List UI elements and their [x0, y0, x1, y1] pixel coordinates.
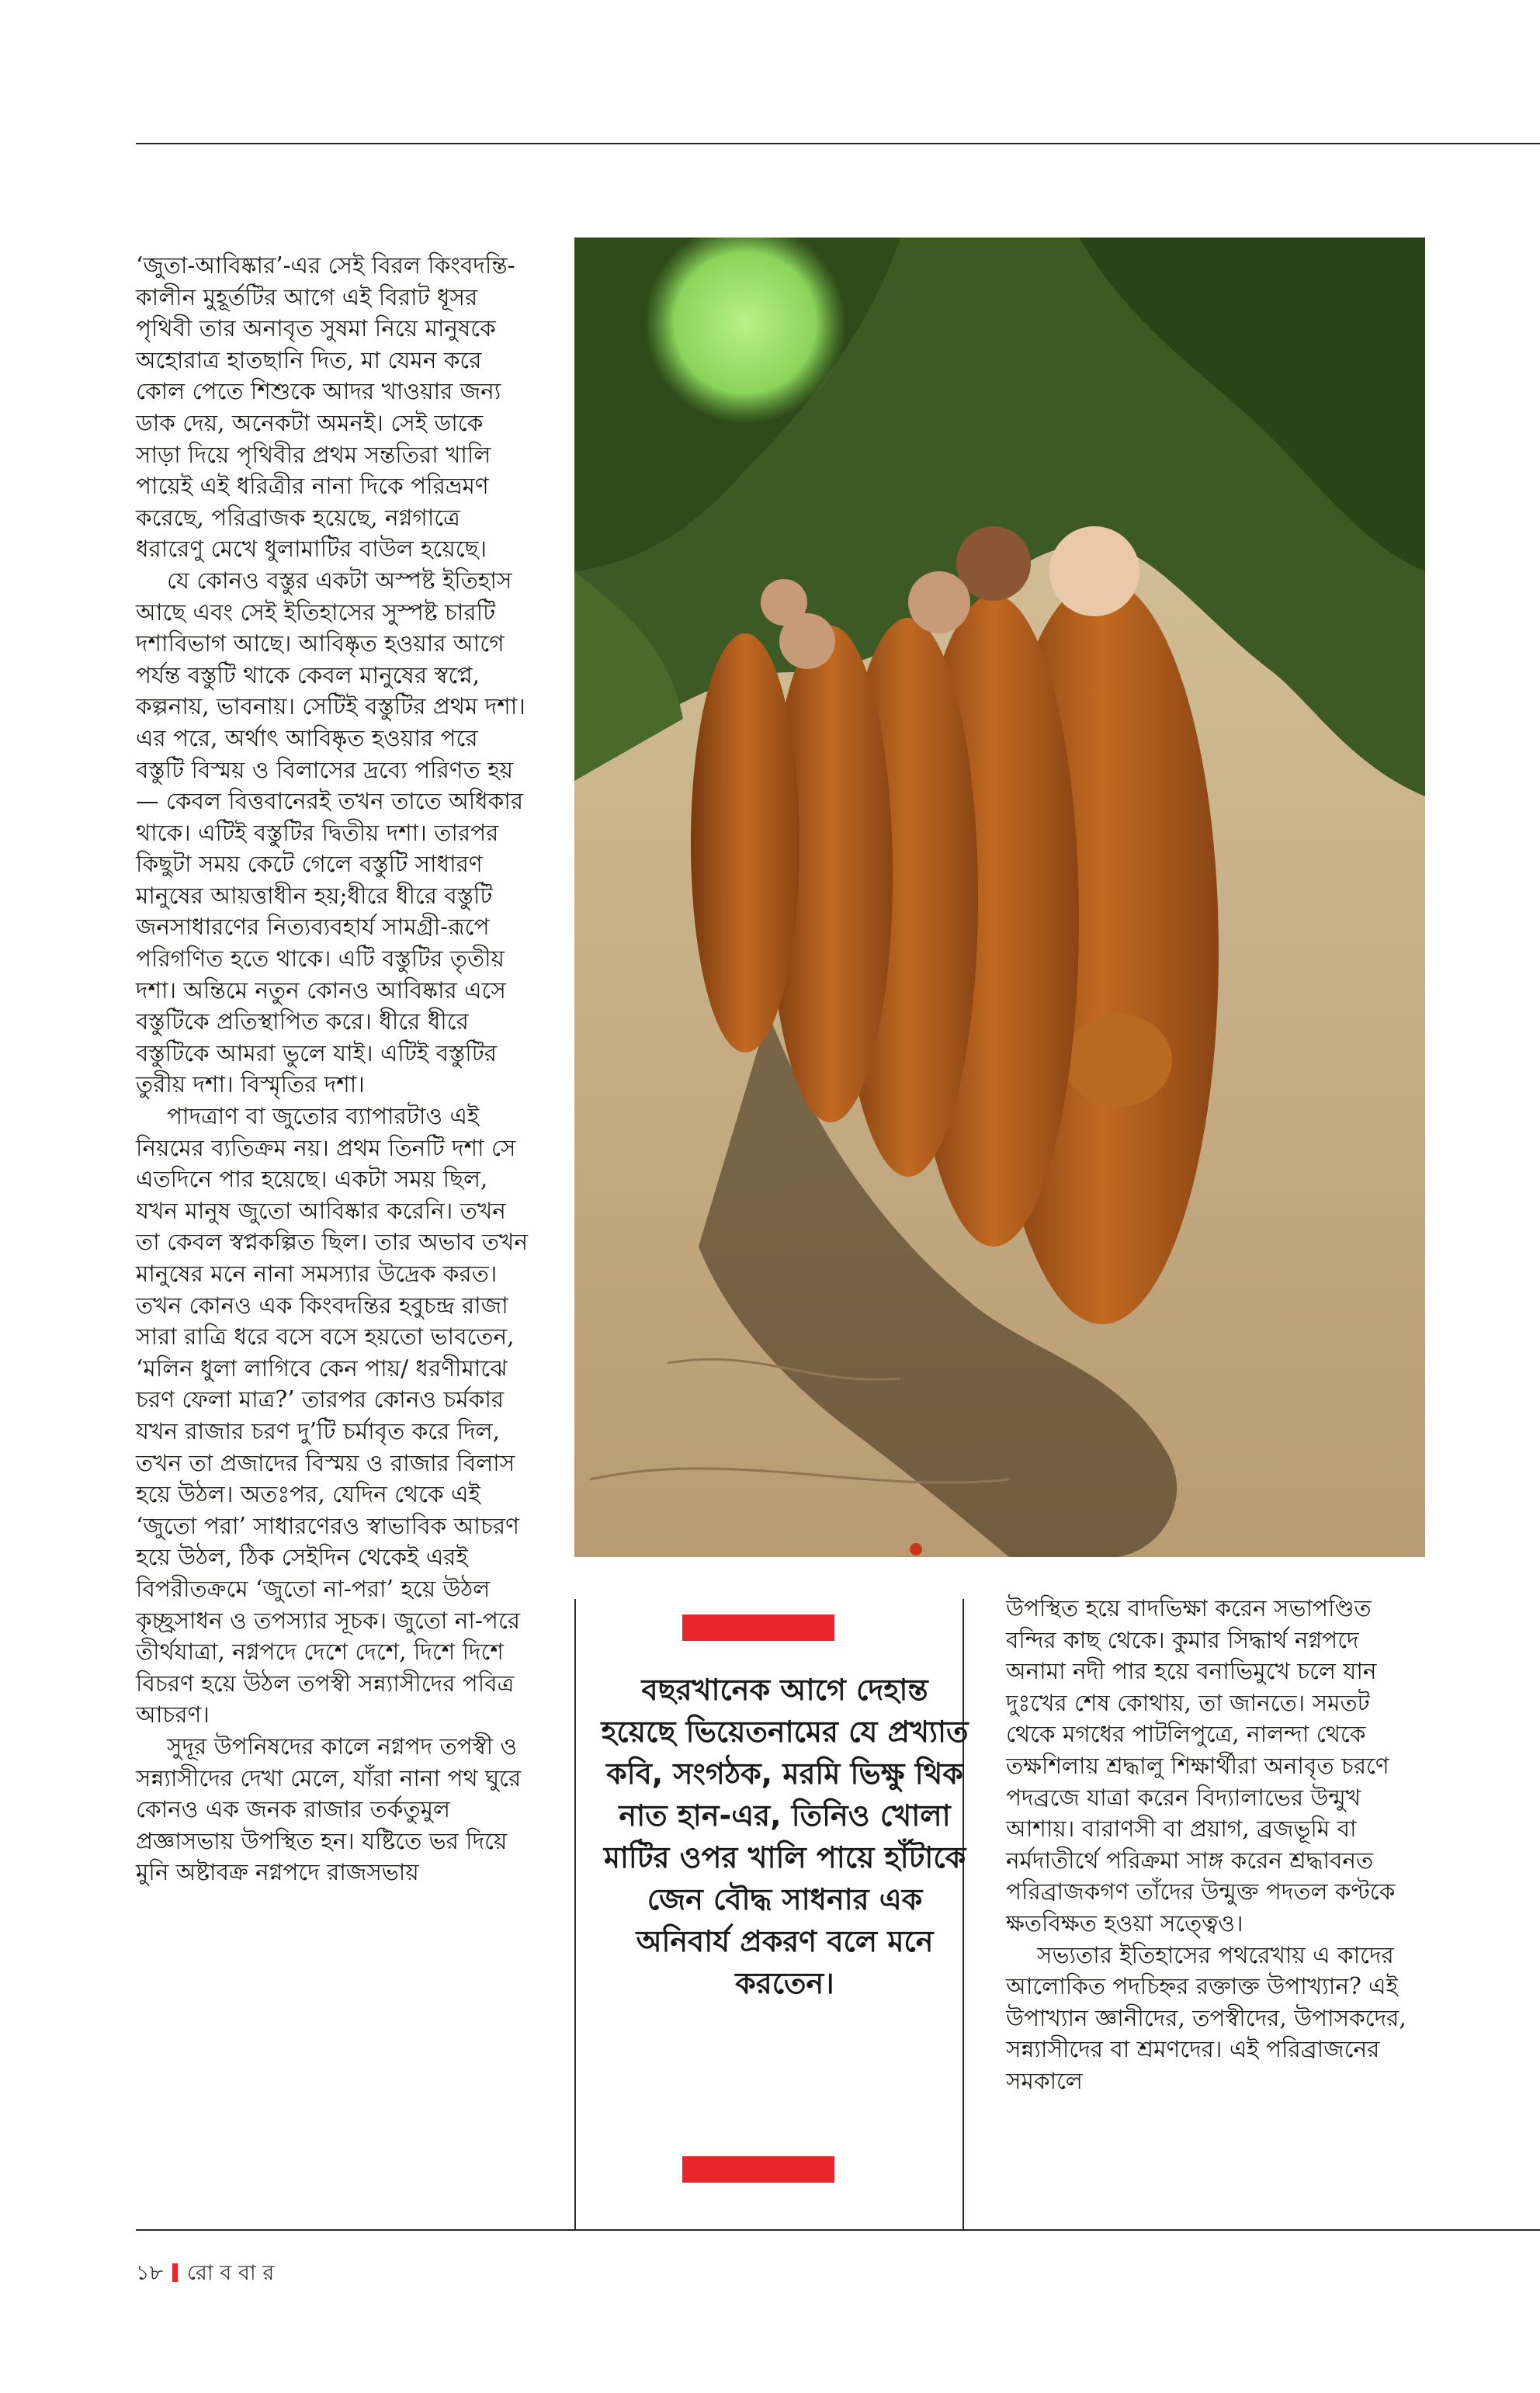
footer-separator [172, 2263, 178, 2282]
left-paragraph-4: সুদূর উপনিষদের কালে নগ্নপদ তপস্বী ও সন্ন্যাসীদের দেখা মেলে, যাঁরা নানা পথ ঘুরে কোনও এক জনক রাজার তর্কতুমুল প্রজ্ঞাসভায় উপস্থিত হন। যষ্টিতে ভর দিয়ে মুনি অষ্টাবক্র নগ্নপদে রাজসভায় [136, 1732, 522, 1886]
pullquote-bottom-bar [682, 2156, 834, 2183]
pull-quote: বছরখানেক আগে দেহান্ত হয়েছে ভিয়েতনামের যে প্রখ্যাত কবি, সংগঠক, মরমি ভিক্ষু থিক নাত হান-এর, তিনিও খোলা মাটির ওপর খালি পায়ে হাঁটাকে জেন বৌদ্ধ সাধনার এক অনিবার্য প্রকরণ বলে মনে করতেন। [601, 1673, 969, 2000]
page-footer [136, 2257, 274, 2292]
right-paragraph-2: সভ্যতার ইতিহাসের পথরেখায় এ কাদের আলোকিত পদচিহ্নর রক্তাক্ত উপাখ্যান? এই উপাখ্যান জ্ঞানীদের, তপস্বীদের, উপাসকদের, সন্ন্যাসীদের বা শ্রমণদের। এই পরিব্রাজনের সমকালে [1006, 1941, 1406, 2094]
pullquote-top-bar [682, 1614, 834, 1641]
left-paragraph-2: যে কোনও বস্তুর একটা অস্পষ্ট ইতিহাস আছে এবং সেই ইতিহাসের সুস্পষ্ট চারটি দশাবিভাগ আছে। আবিষ্কৃত হওয়ার আগে পর্যন্ত বস্তুটি থাকে কেবল মানুষের স্বপ্নে, কল্পনায়, ভাবনায়। সেটিই বস্তুটির প্রথম দশা। এর পরে, অর্থাৎ আবিষ্কৃত হওয়ার পরে বস্তুটি বিস্ময় ও বিলাসের দ্রব্যে পরিণত হয়— কেবল বিত্তবানেরই তখন তাতে অধিকার থাকে। এটিই বস্তুটির দ্বিতীয় দশা। তারপর কিছুটা সময় কেটে গেলে বস্তুটি সাধারণ মানুষের আয়ত্তাধীন হয়;ধীরে ধীরে বস্তুটি জনসাধারণের নিত্যব্যবহার্য সামগ্রী-রূপে পরিগণিত হতে থাকে। এটি বস্তুটির তৃতীয় দশা। অন্তিমে নতুন কোনও আবিষ্কার এসে বস্তুটিকে প্রতিস্থাপিত করে। ধীরে ধীরে বস্তুটিকে আমরা ভুলে যাই। এটিই বস্তুটির তুরীয় দশা। বিস্মৃতির দশা। [136, 567, 525, 1098]
left-paragraph-3: পাদত্রাণ বা জুতোর ব্যাপারটাও এই নিয়মের ব্যতিক্রম নয়। প্রথম তিনটি দশা সে এতদিনে পার হয়েছে। একটা সময় ছিল, যখন মানুষ জুতো আবিষ্কার করেনি। তখন তা কেবল স্বপ্নকল্পিত ছিল। তার অভাব তখন মানুষের মনে নানা সমস্যার উদ্রেক করত। তখন কোনও এক কিংবদন্তির হবুচন্দ্র রাজা সারা রাত্রি ধরে বসে বসে হয়তো ভাবতেন, ‘মলিন ধুলা লাগিবে কেন পায়/ ধরণীমাঝে চরণ ফেলা মাত্র?’ তারপর কোনও চর্মকার যখন রাজার চরণ দু’টি চর্মাবৃত করে দিল, তখন তা প্রজাদের বিস্ময় ও রাজার বিলাস হয়ে উঠল। অতঃপর, যেদিন থেকে এই ‘জুতো পরা’ সাধারণেরও স্বাভাবিক আচরণ হয়ে উঠল, ঠিক সেইদিন থেকেই এরই বিপরীতক্রমে ‘জুতো না-পরা’ হয়ে উঠল কৃচ্ছ্রসাধন ও তপস্যার সূচক। জুতো না-পরে তীর্থযাত্রা, নগ্নপদে দেশে দেশে, দিশে দিশে বিচরণ হয়ে উঠল তপস্বী সন্ন্যাসীদের পবিত্র আচরণ। [136, 1103, 528, 1729]
top-rule [136, 143, 1540, 144]
right-paragraph-1: উপস্থিত হয়ে বাদভিক্ষা করেন সভাপণ্ডিত বন্দির কাছ থেকে। কুমার সিদ্ধার্থ নগ্নপদে অনামা নদী পার হয়ে বনাভিমুখে চলে যান দুঃখের শেষ কোথায়, তা জানতে। সমতট থেকে মগধের পাটলিপুত্রে, নালন্দা থেকে তক্ষশিলায় শ্রদ্ধালু শিক্ষার্থীরা অনাবৃত চরণে পদব্রজে যাত্রা করেন বিদ্যালাভের উন্মুখ আশায়। বারাণসী বা প্রয়াগ, ব্রজভূমি বা নর্মদাতীর্থে পরিক্রমা সাঙ্গ করেন শ্রদ্ধাবনত পরিব্রাজকগণ তাঁদের উন্মুক্ত পদতল কণ্টকে ক্ষতবিক্ষত হওয়া সত্ত্বেও। [1006, 1595, 1396, 1937]
magazine-name: রো ব বা র [187, 2261, 275, 2285]
monks-photo [574, 238, 1425, 1557]
right-column [1006, 1593, 1425, 2097]
left-paragraph-1: ‘জুতা-আবিষ্কার’-এর সেই বিরল কিংবদন্তি-কালীন মুহূর্তটির আগে এই বিরাট ধূসর পৃথিবী তার অনাবৃত সুষমা নিয়ে মানুষকে অহোরাত্র হাতছানি দিত, মা যেমন করে কোল পেতে শিশুকে আদর খাওয়ার জন্য ডাক দেয়, অনেকটা অমনই। সেই ডাকে সাড়া দিয়ে পৃথিবীর প্রথম সন্ততিরা খালি পায়েই এই ধরিত্রীর নানা দিকে পরিভ্রমণ করেছে, পরিব্রাজক হয়েছে, নগ্নগাত্রে ধরারেণু মেখে ধুলামাটির বাউল হয়েছে। [136, 252, 515, 563]
column-divider-left [574, 1599, 576, 2229]
left-column [136, 250, 530, 1888]
page-number: ১৮ [136, 2261, 164, 2285]
bottom-rule [136, 2229, 1540, 2231]
